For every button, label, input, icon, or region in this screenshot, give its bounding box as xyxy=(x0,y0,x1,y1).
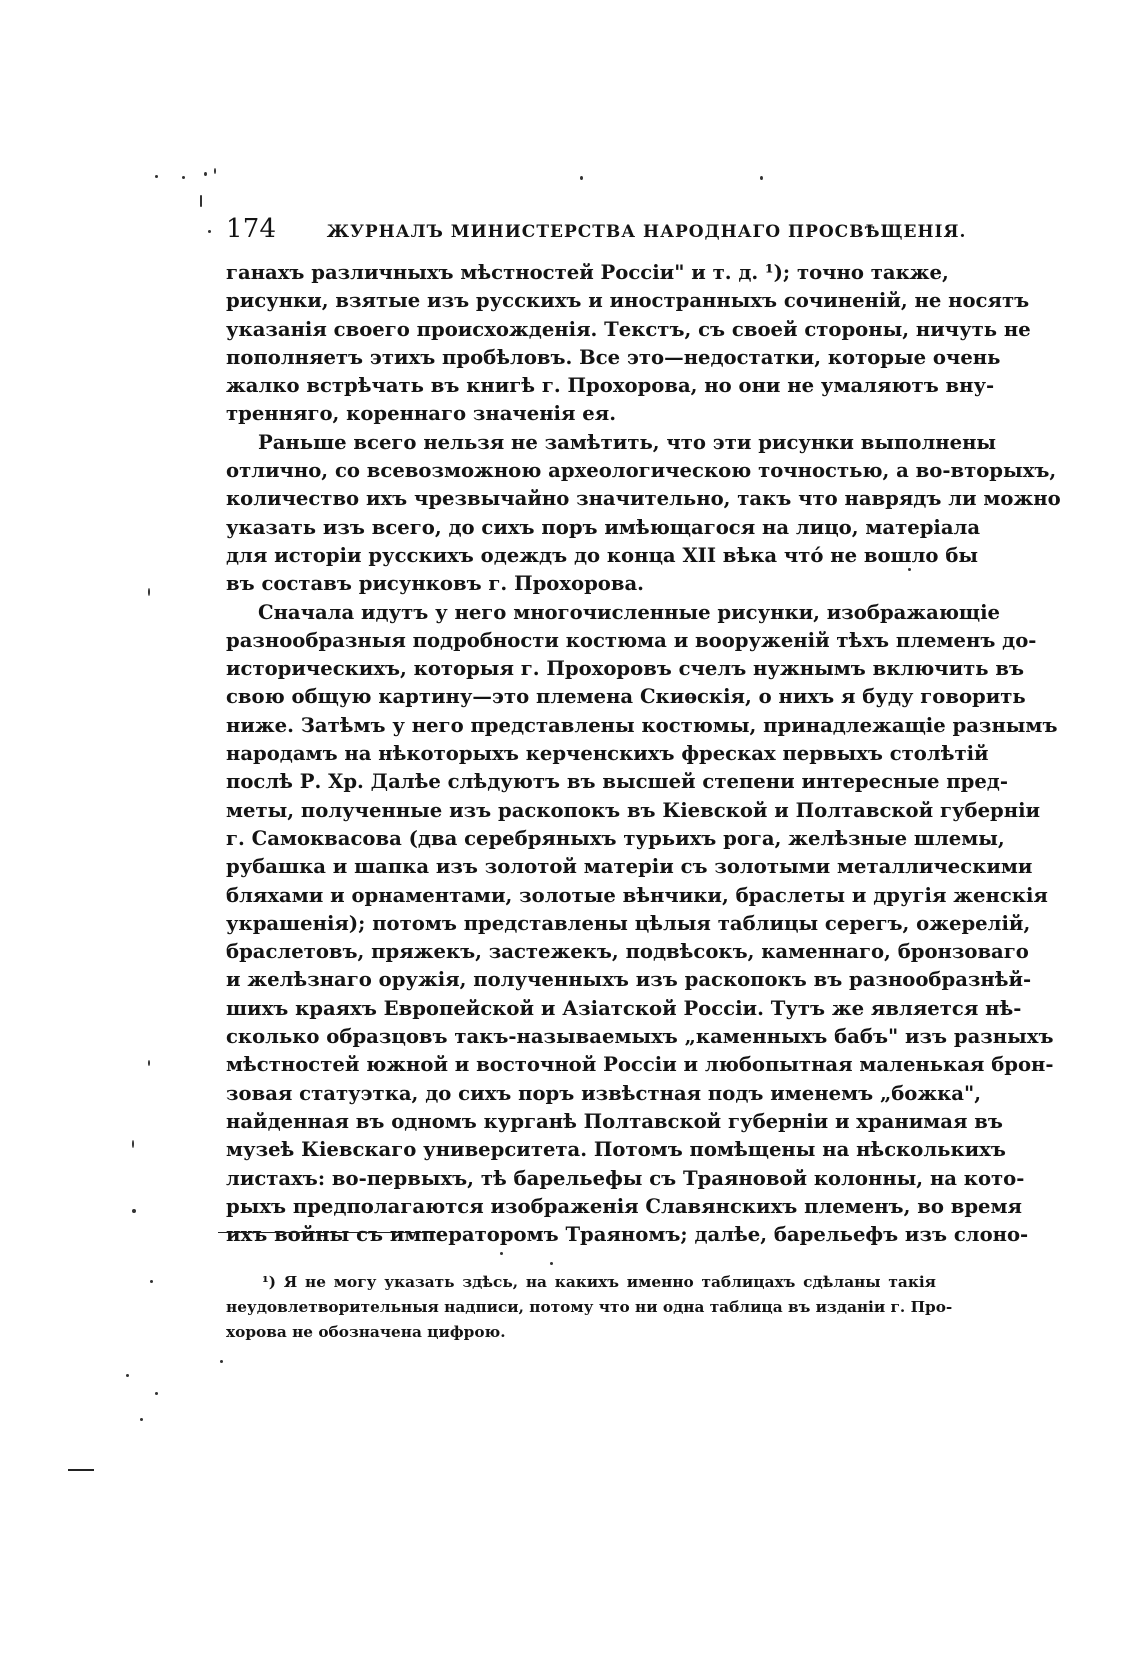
text-line: г. Самоквасова (два серебряныхъ турьихъ рога, желѣзные шлемы, xyxy=(226,826,1005,850)
footnote-line: неудовлетворительныя надписи, потому что ни одна таблица въ изданіи г. Про- xyxy=(226,1298,953,1316)
text-line: музеѣ Кіевскаго университета. Потомъ помѣщены на нѣсколькихъ xyxy=(226,1138,1006,1162)
scan-speck xyxy=(148,1060,150,1066)
scan-mark xyxy=(68,1469,94,1471)
text-line: Раньше всего нельзя не замѣтить, что эти рисунки выполнены xyxy=(258,430,997,454)
text-line: найденная въ одномъ курганѣ Полтавской губерніи и хранимая въ xyxy=(226,1109,1003,1133)
body-text xyxy=(226,259,1061,1249)
text-line: историческихъ, которыя г. Прохоровъ счелъ нужнымъ включить въ xyxy=(226,657,1025,681)
text-line: бляхами и орнаментами, золотые вѣнчики, браслеты и другія женскія xyxy=(226,883,1048,907)
text-line: и желѣзнаго оружія, полученныхъ изъ раскопокъ въ разнообразнѣй- xyxy=(226,968,1032,992)
text-line: украшенія); потомъ представлены цѣлыя таблицы серегъ, ожерелій, xyxy=(226,911,1031,935)
text-line: Сначала идутъ у него многочисленные рисунки, изображающіе xyxy=(258,600,1001,624)
text-line: зовая статуэтка, до сихъ поръ извѣстная подъ именемъ „божка", xyxy=(226,1081,982,1105)
scan-speck xyxy=(550,1262,553,1265)
footnote-separator xyxy=(218,1232,436,1233)
text-line: рыхъ предполагаются изображенія Славянскихъ племенъ, во время xyxy=(226,1194,1023,1218)
text-line: пополняетъ этихъ пробѣловъ. Все это—недостатки, которые очень xyxy=(226,345,1001,369)
scan-speck xyxy=(148,588,150,596)
text-line: листахъ: во-первыхъ, тѣ барельефы съ Траяновой колонны, на кото- xyxy=(226,1166,1025,1190)
scan-speck xyxy=(132,1140,134,1148)
text-line: шихъ краяхъ Европейской и Азіатской Россіи. Тутъ же является нѣ- xyxy=(226,996,1022,1020)
text-line: рубашка и шапка изъ золотой матеріи съ золотыми металлическими xyxy=(226,855,1033,879)
text-line: меты, полученные изъ раскопокъ въ Кіевской и Полтавской губерніи xyxy=(226,798,1041,822)
scan-speck xyxy=(220,1360,223,1363)
footnote-line: ¹) Я не могу указать здѣсь, на какихъ именно таблицахъ сдѣланы такія xyxy=(262,1273,936,1291)
text-line: отлично, со всевозможною археологическою точностью, а во-вторыхъ, xyxy=(226,459,1057,483)
text-line: народамъ на нѣкоторыхъ керченскихъ фресках первыхъ столѣтій xyxy=(226,742,989,766)
scan-speck xyxy=(155,175,158,178)
scan-speck xyxy=(500,1252,503,1255)
scan-speck xyxy=(214,168,216,174)
footnote xyxy=(226,1270,953,1345)
running-head: ЖУРНАЛЪ МИНИСТЕРСТВА НАРОДНАГО ПРОСВѢЩЕНІЯ. xyxy=(326,222,967,242)
scan-speck xyxy=(760,176,763,180)
text-line: жалко встрѣчать въ книгѣ г. Прохорова, но они не умаляютъ вну- xyxy=(226,374,995,398)
text-line: ихъ войны съ императоромъ Траяномъ; далѣе, барельефъ изъ слоно- xyxy=(226,1223,1029,1247)
text-line: количество ихъ чрезвычайно значительно, такъ что наврядъ ли можно xyxy=(226,487,1061,511)
scan-speck xyxy=(908,568,911,571)
page-number: 174 xyxy=(226,214,277,244)
text-line: ганахъ различныхъ мѣстностей Россіи" и т. д. ¹); точно также, xyxy=(226,261,949,284)
text-line: рисунки, взятые изъ русскихъ и иностранныхъ сочиненій, не носятъ xyxy=(226,289,1030,313)
scan-speck xyxy=(150,1280,153,1283)
text-line: послѣ Р. Хр. Далѣе слѣдуютъ въ высшей степени интересные пред- xyxy=(226,770,1008,794)
text-line: ниже. Затѣмъ у него представлены костюмы, принадлежащіе разнымъ xyxy=(226,713,1058,737)
text-line: указать изъ всего, до сихъ поръ имѣющагося на лицо, матеріала xyxy=(226,515,981,539)
scan-speck xyxy=(126,1374,129,1377)
text-line: свою общую картину—это племена Скиѳскія, о нихъ я буду говорить xyxy=(226,685,1026,709)
scan-speck xyxy=(200,195,202,207)
text-line: сколько образцовъ такъ-называемыхъ „каменныхъ бабъ" изъ разныхъ xyxy=(226,1025,1054,1049)
page-header xyxy=(226,214,967,244)
scan-speck xyxy=(140,1418,143,1421)
text-line: браслетовъ, пряжекъ, застежекъ, подвѣсокъ, каменнаго, бронзоваго xyxy=(226,940,1029,964)
text-line: разнообразныя подробности костюма и вооруженій тѣхъ племенъ до- xyxy=(226,628,1037,652)
text-line: въ составъ рисунковъ г. Прохорова. xyxy=(226,572,645,596)
text-line: мѣстностей южной и восточной Россіи и любопытная маленькая брон- xyxy=(226,1053,1054,1077)
scan-speck xyxy=(204,172,207,176)
text-line: указанія своего происхожденія. Текстъ, съ своей стороны, ничуть не xyxy=(226,317,1031,341)
scan-speck xyxy=(155,1392,158,1395)
scan-speck xyxy=(208,230,211,233)
text-line: для исторіи русскихъ одеждъ до конца XII вѣка что́ не вошло бы xyxy=(226,543,979,567)
scan-speck xyxy=(132,1209,136,1213)
scan-speck xyxy=(182,176,185,179)
scan-speck xyxy=(580,176,583,180)
text-line: тренняго, кореннаго значенія ея. xyxy=(226,402,617,426)
footnote-line: хорова не обозначена цифрою. xyxy=(226,1323,506,1341)
